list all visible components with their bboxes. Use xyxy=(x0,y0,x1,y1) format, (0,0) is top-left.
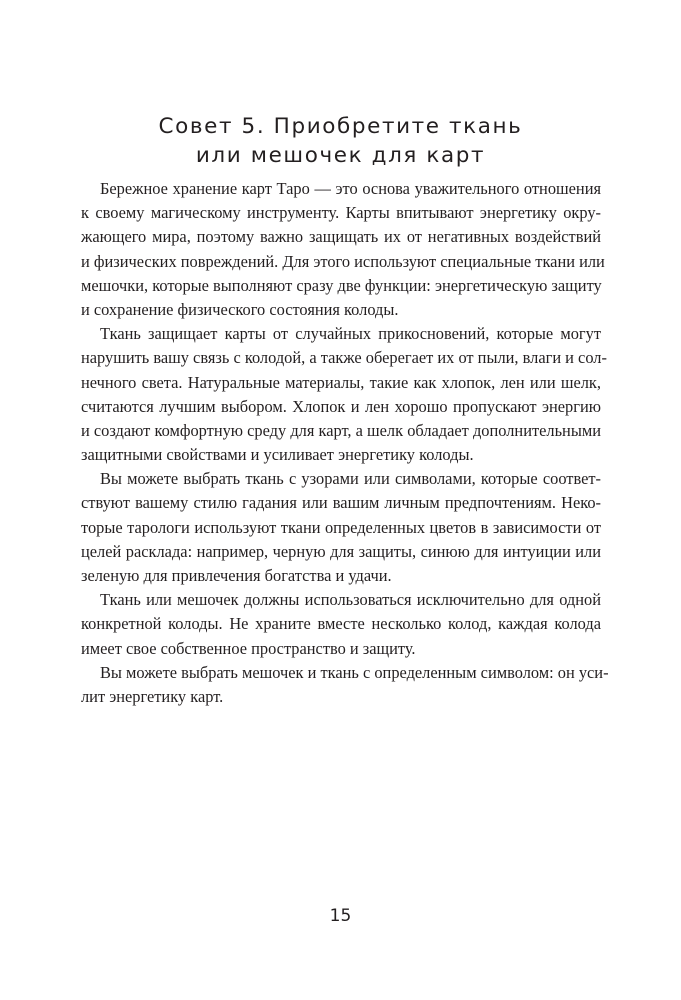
paragraph-4 xyxy=(81,588,601,661)
text-line: ствуют вашему стилю гадания или вашим личным предпочтениям. Неко- xyxy=(81,493,601,513)
text-line: жающего мира, поэтому важно защищать их от негативных воздействий xyxy=(81,227,601,247)
text-line: и сохранение физического состояния колоды. xyxy=(81,299,399,319)
heading-line-2: или мешочек для карт xyxy=(195,143,486,168)
text-line: и физических повреждений. Для этого используют специальные ткани или xyxy=(81,251,605,271)
heading-line-1: Совет 5. Приобретите ткань xyxy=(158,114,523,139)
text-line: Бережное хранение карт Таро — это основа уважительного отношения xyxy=(100,179,601,198)
text-line: к своему магическому инструменту. Карты впитывают энергетику окру- xyxy=(81,203,601,223)
section-heading xyxy=(80,112,601,170)
paragraph-3 xyxy=(81,467,601,588)
text-line: зеленую для привлечения богатства и удачи. xyxy=(81,566,392,585)
text-line: Вы можете выбрать ткань с узорами или символами, которые соответ- xyxy=(100,469,601,489)
text-line: нечного света. Натуральные материалы, такие как хлопок, лен или шелк, xyxy=(81,372,601,392)
paragraph-5 xyxy=(81,661,609,709)
text-line: Ткань или мешочек должны использоваться исключительно для одной xyxy=(100,590,601,610)
text-line: Вы можете выбрать мешочек и ткань с определенным символом: он уси- xyxy=(100,662,609,682)
text-line: и создают комфортную среду для карт, а шелк обладает дополнительными xyxy=(81,420,601,440)
text-line: лит энергетику карт. xyxy=(81,686,224,706)
paragraph-1 xyxy=(81,177,605,322)
text-line: защитными свойствами и усиливает энергетику колоды. xyxy=(81,445,474,465)
text-line: Ткань защищает карты от случайных прикосновений, которые могут xyxy=(100,324,601,344)
text-line: целей расклада: например, черную для защиты, синюю для интуиции или xyxy=(81,541,601,561)
page-number: 15 xyxy=(329,906,352,926)
text-line: мешочки, которые выполняют сразу две функции: энергетическую защиту xyxy=(81,275,602,295)
text-line: нарушить вашу связь с колодой, а также оберегает их от пыли, влаги и сол- xyxy=(81,348,607,368)
text-line: считаются лучшим выбором. Хлопок и лен хорошо пропускают энергию xyxy=(81,396,601,416)
text-line: конкретной колоды. Не храните вместе несколько колод, каждая колода xyxy=(81,614,601,634)
body-text xyxy=(81,177,609,709)
text-line: имеет свое собственное пространство и защиту. xyxy=(81,638,416,658)
paragraph-2 xyxy=(81,322,607,467)
text-line: торые тарологи используют ткани определенных цветов в зависимости от xyxy=(81,517,601,537)
